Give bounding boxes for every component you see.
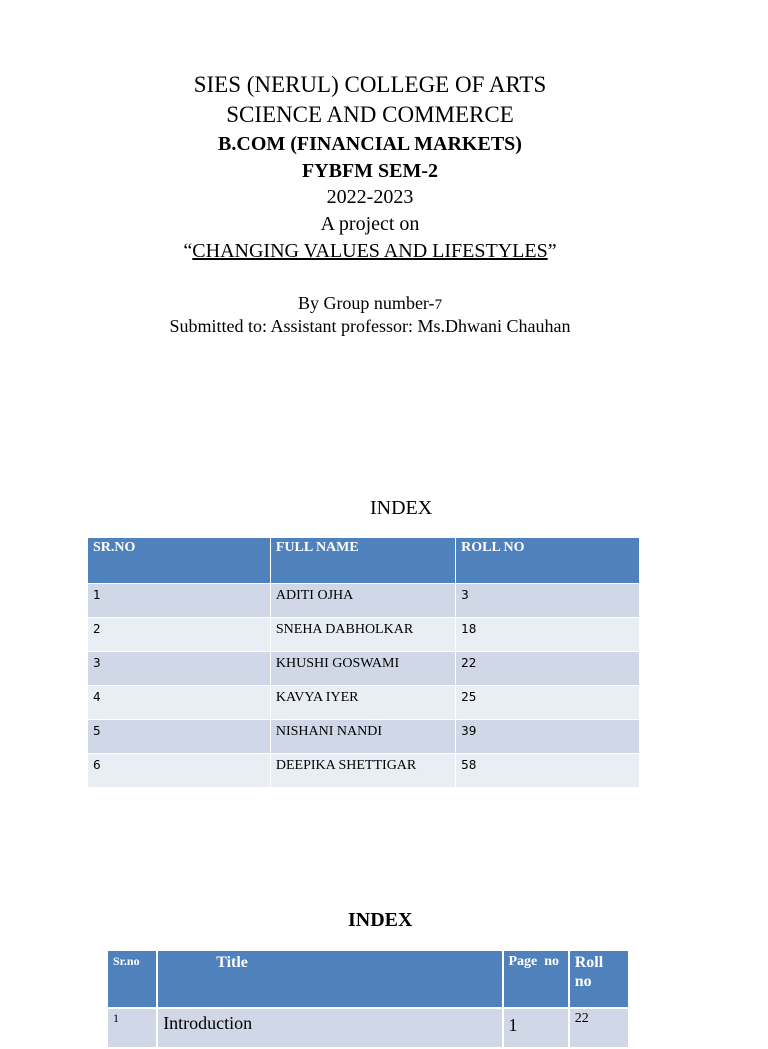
program-name: B.COM (FINANCIAL MARKETS) [218, 133, 522, 155]
submitted-to: Submitted to: Assistant professor: Ms.Dhwani Chauhan [169, 316, 571, 336]
project-topic [0, 240, 740, 263]
table-row [88, 720, 640, 754]
content-index-table [108, 951, 630, 1049]
cell-srno: 4 [88, 686, 270, 720]
topic-text: CHANGING VALUES AND LIFESTYLES [192, 240, 548, 262]
col-header-title: Title [157, 951, 502, 1008]
semester: FYBFM SEM-2 [301, 160, 439, 182]
col-header-page-no: Page no [503, 951, 569, 1008]
col-header-roll-no: ROLL NO [456, 538, 640, 584]
content-index-title: INDEX [348, 909, 413, 931]
cell-title: Introduction [157, 1008, 502, 1048]
cell-page-no: 1 [503, 1008, 569, 1048]
table-row [88, 584, 640, 618]
table-row [88, 754, 640, 788]
cell-roll: 18 [456, 618, 640, 652]
cell-srno: 6 [88, 754, 270, 788]
cell-srno: 3 [88, 652, 270, 686]
table-row [88, 618, 640, 652]
group-label: By Group number- [297, 293, 435, 313]
cell-roll: 39 [456, 720, 640, 754]
cell-srno: 5 [88, 720, 270, 754]
table-row [88, 652, 640, 686]
table-row [88, 686, 640, 720]
col-header-srno: SR.NO [88, 538, 270, 584]
cell-roll: 3 [456, 584, 640, 618]
members-table [88, 538, 640, 788]
group-number [0, 293, 740, 314]
college-name-line1: SIES (NERUL) COLLEGE OF ARTS [193, 72, 547, 97]
topic-open-quote: “ [183, 240, 193, 262]
group-number-value: 7 [434, 297, 443, 313]
col-header-roll-no: Roll no [569, 951, 629, 1008]
cell-name: KHUSHI GOSWAMI [270, 652, 455, 686]
members-table-header [88, 538, 640, 584]
content-table-header [108, 951, 629, 1008]
cell-roll: 58 [456, 754, 640, 788]
col-header-full-name: FULL NAME [270, 538, 455, 584]
cell-srno: 2 [88, 618, 270, 652]
topic-close-quote: ” [547, 240, 557, 262]
col-header-srno: Sr.no [108, 951, 157, 1008]
academic-year: 2022-2023 [326, 186, 414, 208]
cell-roll: 22 [569, 1008, 629, 1048]
cell-name: NISHANI NANDI [270, 720, 455, 754]
cell-roll: 25 [456, 686, 640, 720]
cell-name: KAVYA IYER [270, 686, 455, 720]
members-index-title: INDEX [370, 497, 433, 519]
cell-srno: 1 [108, 1008, 157, 1048]
table-row [108, 1008, 629, 1048]
project-intro: A project on [320, 213, 420, 235]
college-name-line2: SCIENCE AND COMMERCE [226, 102, 514, 127]
cell-roll: 22 [456, 652, 640, 686]
cell-name: ADITI OJHA [270, 584, 455, 618]
cell-name: DEEPIKA SHETTIGAR [270, 754, 455, 788]
cell-srno: 1 [88, 584, 270, 618]
cell-name: SNEHA DABHOLKAR [270, 618, 455, 652]
